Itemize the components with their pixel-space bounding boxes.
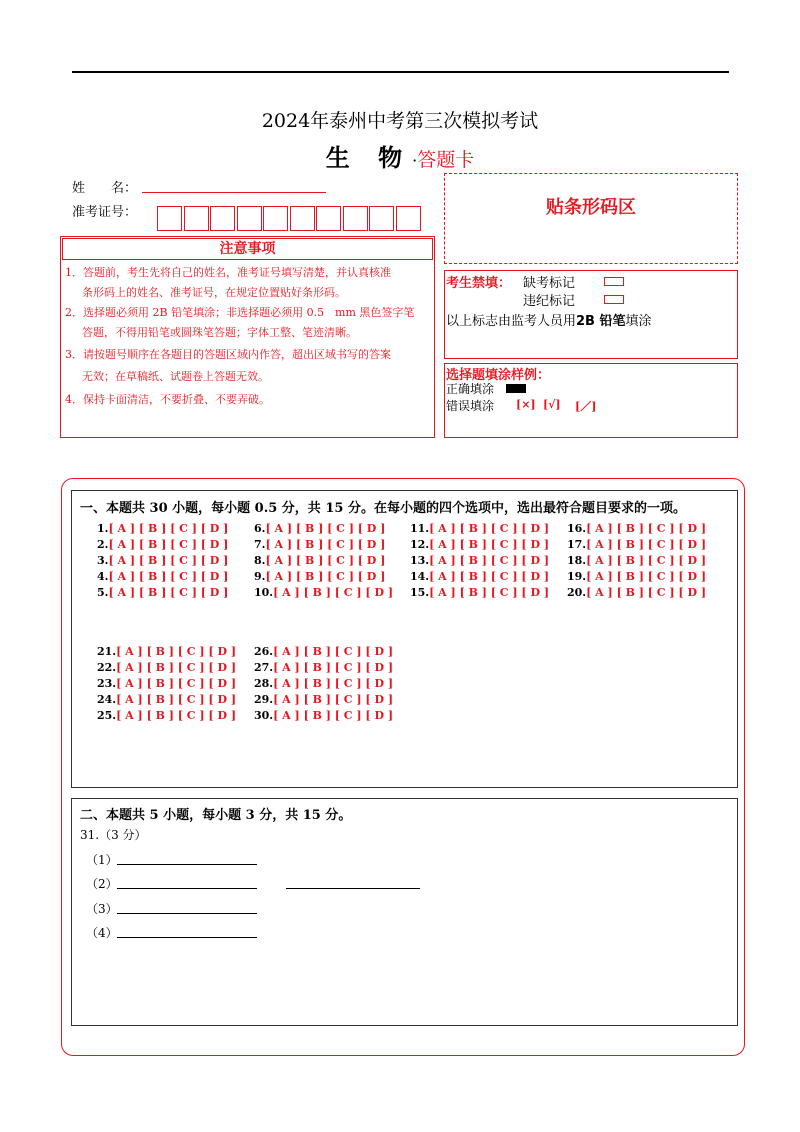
answer-line[interactable]	[117, 937, 257, 938]
question-number: 14.	[410, 570, 430, 583]
question-number: 6.	[254, 522, 266, 535]
answer-options[interactable]: [ A ] [ B ] [ C ] [ D ]	[586, 570, 707, 583]
answer-options[interactable]: [ A ] [ B ] [ C ] [ D ]	[265, 538, 386, 551]
part-label: （3）	[86, 902, 118, 916]
answer-options[interactable]: [ A ] [ B ] [ C ] [ D ]	[273, 586, 394, 599]
mcq-question	[254, 522, 385, 535]
answer-options[interactable]: [ A ] [ B ] [ C ] [ D ]	[265, 570, 386, 583]
answer-line[interactable]	[117, 888, 257, 889]
absent-mark-label: 缺考标记	[523, 276, 576, 291]
subject-heading	[0, 138, 800, 173]
question-number: 29.	[254, 693, 274, 706]
mcq-question	[567, 554, 706, 567]
mcq-question	[254, 709, 393, 722]
page-title: 2024年泰州中考第三次模拟考试	[261, 110, 539, 132]
wrong-fill-sample: [√]	[543, 398, 561, 411]
mcq-question	[97, 677, 236, 690]
id-digit-box[interactable]	[184, 206, 209, 231]
answer-options[interactable]: [ A ] [ B ] [ C ] [ D ]	[273, 693, 394, 706]
answer-options[interactable]: [ A ] [ B ] [ C ] [ D ]	[586, 538, 707, 551]
id-digit-box[interactable]	[343, 206, 368, 231]
section2-title: 二、本题共 5 小题，每小题 3 分，共 15 分。	[80, 808, 352, 823]
question-31-label: 31.（3 分）	[80, 828, 147, 842]
part-label: （4）	[86, 926, 118, 940]
question-number: 13.	[410, 554, 430, 567]
id-digit-box[interactable]	[237, 206, 262, 231]
violation-mark-label: 违纪标记	[523, 294, 576, 309]
question-number: 10.	[254, 586, 274, 599]
question-number: 11.	[410, 522, 430, 535]
mcq-question	[254, 645, 393, 658]
section1-title: 一、本题共 30 小题，每小题 0.5 分，共 15 分。在每小题的四个选项中，选出最符合题目要求的一项。	[80, 501, 686, 516]
examiner-note-prefix: 以上标志由监考人员用	[446, 314, 577, 329]
answer-options[interactable]: [ A ] [ B ] [ C ] [ D ]	[108, 570, 229, 583]
violation-mark-box[interactable]	[604, 295, 624, 304]
examiner-only-label: 考生禁填：	[446, 276, 512, 291]
mcq-question	[254, 538, 385, 551]
question-number: 22.	[97, 661, 117, 674]
notice-line: 无效；在草稿纸、试题卷上答题无效。	[82, 370, 269, 383]
mcq-question	[410, 570, 549, 583]
name-field[interactable]	[142, 192, 326, 193]
question-number: 9.	[254, 570, 266, 583]
mcq-question	[97, 538, 228, 551]
mcq-question	[254, 570, 385, 583]
answer-options[interactable]: [ A ] [ B ] [ C ] [ D ]	[429, 538, 550, 551]
mcq-question	[254, 693, 393, 706]
answer-options[interactable]: [ A ] [ B ] [ C ] [ D ]	[273, 645, 394, 658]
answer-options[interactable]: [ A ] [ B ] [ C ] [ D ]	[265, 522, 386, 535]
question-number: 1.	[97, 522, 109, 535]
answer-options[interactable]: [ A ] [ B ] [ C ] [ D ]	[429, 522, 550, 535]
question-number: 5.	[97, 586, 109, 599]
answer-options[interactable]: [ A ] [ B ] [ C ] [ D ]	[429, 570, 550, 583]
answer-options[interactable]: [ A ] [ B ] [ C ] [ D ]	[586, 554, 707, 567]
notice-line: 4．保持卡面清洁，不要折叠、不要弄破。	[65, 393, 270, 406]
top-rule	[72, 71, 729, 73]
mcq-question	[254, 586, 393, 599]
mcq-question	[97, 661, 236, 674]
mcq-question	[567, 570, 706, 583]
question-number: 23.	[97, 677, 117, 690]
id-digit-box[interactable]	[290, 206, 315, 231]
question-number: 27.	[254, 661, 274, 674]
wrong-fill-sample: [×]	[516, 398, 536, 411]
part-label: （2）	[86, 877, 118, 891]
answer-options[interactable]: [ A ] [ B ] [ C ] [ D ]	[116, 709, 237, 722]
mcq-question	[410, 538, 549, 551]
notice-line: 1．答题前，考生先将自己的姓名，准考证号填写清楚，并认真核准	[65, 266, 391, 279]
mcq-question	[97, 645, 236, 658]
notice-line: 答题，不得用铅笔或圆珠笔答题；字体工整、笔迹清晰。	[82, 326, 357, 339]
subject-dot: ·	[412, 151, 418, 170]
id-digit-box[interactable]	[396, 206, 421, 231]
question-number: 8.	[254, 554, 266, 567]
wrong-fill-label: 错误填涂	[446, 399, 495, 413]
question-number: 28.	[254, 677, 274, 690]
question-number: 17.	[567, 538, 587, 551]
question-number: 15.	[410, 586, 430, 599]
answer-options[interactable]: [ A ] [ B ] [ C ] [ D ]	[116, 693, 237, 706]
examiner-note-suffix: 填涂	[625, 314, 652, 329]
answer-options[interactable]: [ A ] [ B ] [ C ] [ D ]	[108, 554, 229, 567]
question-number: 16.	[567, 522, 587, 535]
answer-options[interactable]: [ A ] [ B ] [ C ] [ D ]	[108, 586, 229, 599]
mcq-question	[97, 693, 236, 706]
correct-fill-sample	[506, 384, 526, 393]
mcq-question	[254, 661, 393, 674]
answer-options[interactable]: [ A ] [ B ] [ C ] [ D ]	[429, 554, 550, 567]
mcq-question	[410, 522, 549, 535]
answer-options[interactable]: [ A ] [ B ] [ C ] [ D ]	[116, 661, 237, 674]
id-digit-box[interactable]	[316, 206, 341, 231]
mcq-question	[567, 538, 706, 551]
mcq-question	[567, 522, 706, 535]
id-digit-box[interactable]	[369, 206, 394, 231]
answer-options[interactable]: [ A ] [ B ] [ C ] [ D ]	[116, 677, 237, 690]
mcq-question	[97, 709, 236, 722]
id-digit-box[interactable]	[210, 206, 235, 231]
notice-line: 3．请按题号顺序在各题目的答题区域内作答，超出区域书写的答案	[65, 348, 391, 361]
barcode-area-label: 贴条形码区	[546, 197, 636, 218]
question-number: 19.	[567, 570, 587, 583]
mcq-question	[410, 586, 549, 599]
id-label: 准考证号：	[72, 205, 138, 220]
examiner-note	[446, 310, 652, 329]
answer-options[interactable]: [ A ] [ B ] [ C ] [ D ]	[108, 522, 229, 535]
question-number: 24.	[97, 693, 117, 706]
answer-options[interactable]: [ A ] [ B ] [ C ] [ D ]	[265, 554, 386, 567]
question-number: 12.	[410, 538, 430, 551]
id-digit-box[interactable]	[157, 206, 182, 231]
question-number: 20.	[567, 586, 587, 599]
answer-options[interactable]: [ A ] [ B ] [ C ] [ D ]	[273, 677, 394, 690]
mcq-question	[97, 554, 228, 567]
part-label: （1）	[86, 853, 118, 867]
examiner-note-bold: 2B 铅笔	[576, 314, 626, 329]
answer-options[interactable]: [ A ] [ B ] [ C ] [ D ]	[273, 661, 394, 674]
notice-line: 条形码上的姓名、准考证号，在规定位置贴好条形码。	[82, 286, 346, 299]
absent-mark-box[interactable]	[604, 277, 624, 286]
question-number: 4.	[97, 570, 109, 583]
question-number: 3.	[97, 554, 109, 567]
mcq-question	[97, 522, 228, 535]
answer-card-label: 答题卡	[417, 149, 475, 171]
mcq-question	[97, 570, 228, 583]
answer-options[interactable]: [ A ] [ B ] [ C ] [ D ]	[273, 709, 394, 722]
answer-options[interactable]: [ A ] [ B ] [ C ] [ D ]	[116, 645, 237, 658]
fill-sample-title: 选择题填涂样例：	[446, 368, 551, 383]
name-label: 姓 名：	[72, 181, 138, 196]
mcq-question	[410, 554, 549, 567]
question-number: 7.	[254, 538, 266, 551]
question-number: 25.	[97, 709, 117, 722]
subject-name: 生 物	[325, 143, 413, 172]
id-digit-box[interactable]	[263, 206, 288, 231]
answer-options[interactable]: [ A ] [ B ] [ C ] [ D ]	[586, 586, 707, 599]
question-number: 26.	[254, 645, 274, 658]
notice-line: 2．选择题必须用 2B 铅笔填涂；非选择题必须用 0.5 mm 黑色签字笔	[65, 306, 415, 319]
answer-line[interactable]	[117, 864, 257, 865]
question-number: 18.	[567, 554, 587, 567]
notice-title: 注意事项	[62, 238, 433, 260]
answer-options[interactable]: [ A ] [ B ] [ C ] [ D ]	[586, 522, 707, 535]
wrong-fill-sample: [／]	[575, 400, 597, 413]
mcq-question	[567, 586, 706, 599]
correct-fill-label: 正确填涂	[446, 382, 495, 396]
question-number: 2.	[97, 538, 109, 551]
answer-options[interactable]: [ A ] [ B ] [ C ] [ D ]	[429, 586, 550, 599]
question-number: 30.	[254, 709, 274, 722]
mcq-question	[97, 586, 228, 599]
answer-line[interactable]	[286, 888, 420, 889]
answer-options[interactable]: [ A ] [ B ] [ C ] [ D ]	[108, 538, 229, 551]
question-number: 21.	[97, 645, 117, 658]
mcq-question	[254, 554, 385, 567]
section2-box	[71, 798, 738, 1026]
mcq-question	[254, 677, 393, 690]
answer-line[interactable]	[117, 913, 257, 914]
